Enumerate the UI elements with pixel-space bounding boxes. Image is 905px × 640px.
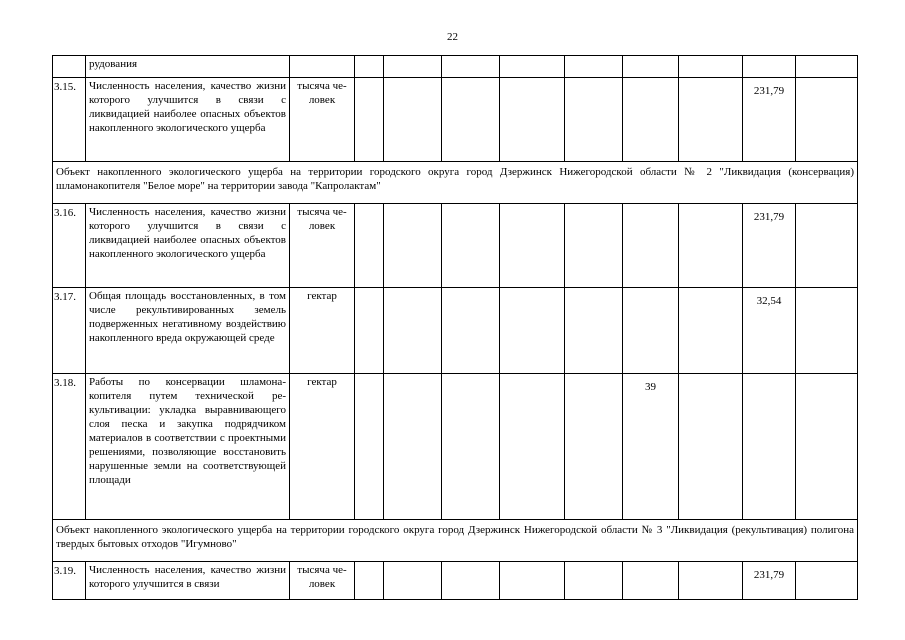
section-row <box>53 520 858 562</box>
section-heading: Объект накопленного экологического ущерба на территории городского округа город Дзержинск Нижегородской области № 3 "Ликвидация (рекультивация) полигона твердых бытовых отходов "Игумново" <box>53 520 858 562</box>
indicator-description: Численность населения, качество жизни которого улучшится в связи с ликвидацией наиболее опасных объектов накопленного экологического ущерба <box>86 204 290 288</box>
section-heading: Объект накопленного экологического ущерба на территории городского округа город Дзержинск Нижегородской области № 2 "Ликвидация (консервация) шламонакопителя "Белое море" на территории завода "Капролактам" <box>53 162 858 204</box>
value-cell: 32,54 <box>743 288 796 374</box>
unit-cell: тысяча человек <box>290 204 355 288</box>
table-row <box>53 56 858 78</box>
indicators-table <box>52 55 858 600</box>
unit-cell: тысяча человек <box>290 78 355 162</box>
table-row <box>53 204 858 288</box>
row-number: 3.16. <box>53 204 86 288</box>
unit-cell: гектар <box>290 288 355 374</box>
indicator-description: Численность населения, качество жизни которого улучшится в связи <box>86 562 290 600</box>
unit-cell: гектар <box>290 374 355 520</box>
row-number: 3.17. <box>53 288 86 374</box>
indicator-description: Работы по консервации шламонакопителя путем технической рекультивации: укладка выравнивающего слоя песка и закупка подрядчиком материалов в соответствии с проектными решениями, позволяющие восстановить нарушенные земли на соответствующей площади <box>86 374 290 520</box>
value-cell: 231,79 <box>743 204 796 288</box>
unit-cell: тысяча человек <box>290 562 355 600</box>
row-number: 3.18. <box>53 374 86 520</box>
value-cell: 39 <box>623 374 679 520</box>
indicator-description: Численность населения, качество жизни которого улучшится в связи с ликвидацией наиболее опасных объектов накопленного экологического ущерба <box>86 78 290 162</box>
page-number: 22 <box>447 31 458 43</box>
table-row <box>53 374 858 520</box>
row-number: 3.15. <box>53 78 86 162</box>
indicator-description: Общая площадь восстановленных, в том числе рекультивированных земель подверженных негативному воздействию накопленного вреда окружающей среде <box>86 288 290 374</box>
section-row <box>53 162 858 204</box>
continuation-text: рудования <box>86 56 290 78</box>
table-row <box>53 562 858 600</box>
table-row <box>53 288 858 374</box>
table-row <box>53 78 858 162</box>
value-cell: 231,79 <box>743 78 796 162</box>
value-cell: 231,79 <box>743 562 796 600</box>
row-number: 3.19. <box>53 562 86 600</box>
